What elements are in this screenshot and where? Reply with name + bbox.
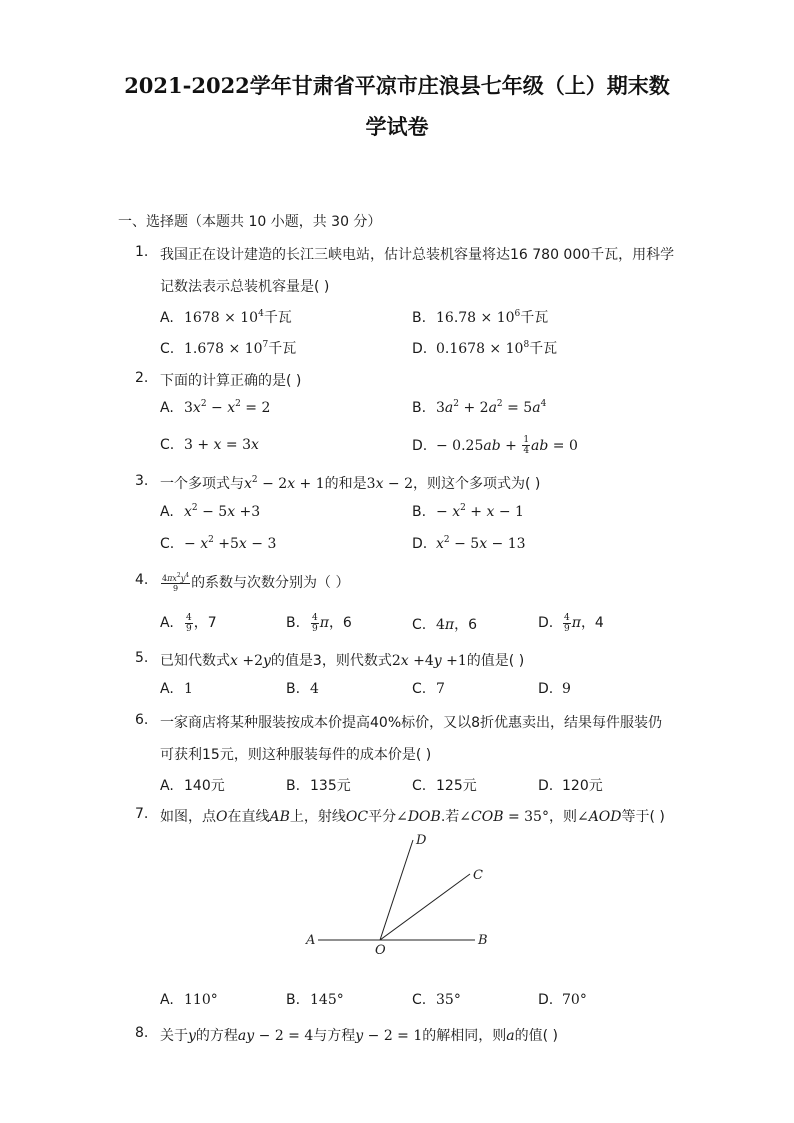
ray-od (380, 840, 413, 940)
option-b[interactable]: B. 4 (286, 681, 319, 697)
option-a[interactable]: A. 1 (160, 681, 193, 697)
option-b[interactable]: B. − $x^2 + x - 1$ (412, 503, 524, 520)
option-c[interactable]: C. − $x^2 +5x - 3$ (160, 535, 277, 552)
option-d[interactable]: D. $x^2 - 5x - 13$ (412, 535, 526, 552)
option-b[interactable]: B. $16.78 \times 10^6$千瓦 (412, 309, 549, 326)
label-b: B (478, 933, 488, 948)
option-b[interactable]: B. 135元 (286, 778, 351, 794)
section-heading: 一、选择题（本题共 10 小题，共 30 分） (118, 214, 382, 230)
option-d[interactable]: D. $\frac{4}{9}$ π，4 (538, 612, 604, 634)
option-d[interactable]: D. $0.1678 \times 10^8$千瓦 (412, 340, 558, 357)
option-a[interactable]: A. $x^2 - 5x +3$ (160, 503, 261, 520)
option-c[interactable]: C. 7 (412, 681, 445, 697)
option-d[interactable]: D. − 0.25ab + $\frac{1}{4}$ ab = 0 (412, 435, 578, 456)
option-d[interactable]: D. 120元 (538, 778, 603, 794)
question-text-line1: 我国正在设计建造的长江三峡电站，估计总装机容量将达16 780 000千瓦，用科学 (160, 247, 675, 263)
option-a[interactable]: A. $3x^2 - x^2 = 2$ (160, 399, 271, 416)
option-d[interactable]: D. 70° (538, 992, 587, 1008)
option-b[interactable]: B. $3a^2 + 2a^2 = 5a^4$ (412, 399, 547, 416)
option-a[interactable]: A. $\frac{4}{9}$ ，7 (160, 612, 217, 634)
question-number: 1. (135, 244, 149, 260)
page-title-line1: 2021-2022学年甘肃省平凉市庄浪县七年级（上）期末数 (124, 73, 670, 98)
label-c: C (473, 868, 483, 883)
geometry-figure (300, 828, 500, 958)
option-c[interactable]: C. 125元 (412, 778, 477, 794)
label-a: A (306, 933, 316, 948)
option-d[interactable]: D. 9 (538, 681, 571, 697)
option-c[interactable]: C. 4π，6 (412, 617, 478, 633)
question-text-line2: 记数法表示总装机容量是( ) (160, 279, 330, 295)
option-c[interactable]: C. 35° (412, 992, 461, 1008)
option-b[interactable]: B. $\frac{4}{9}$ π，6 (286, 612, 352, 634)
label-d: D (416, 833, 427, 848)
option-b[interactable]: B. 145° (286, 992, 344, 1008)
ray-oc (380, 874, 470, 940)
option-a[interactable]: A. 140元 (160, 778, 225, 794)
option-a[interactable]: A. 110° (160, 992, 218, 1008)
label-o: O (375, 943, 386, 958)
option-c[interactable]: C. $1.678 \times 10^7$千瓦 (160, 340, 297, 357)
option-a[interactable]: A. $1678 \times 10^4$千瓦 (160, 309, 292, 326)
option-c[interactable]: C. 3 + x = 3x (160, 437, 259, 453)
page-title-line2: 学试卷 (365, 114, 429, 139)
